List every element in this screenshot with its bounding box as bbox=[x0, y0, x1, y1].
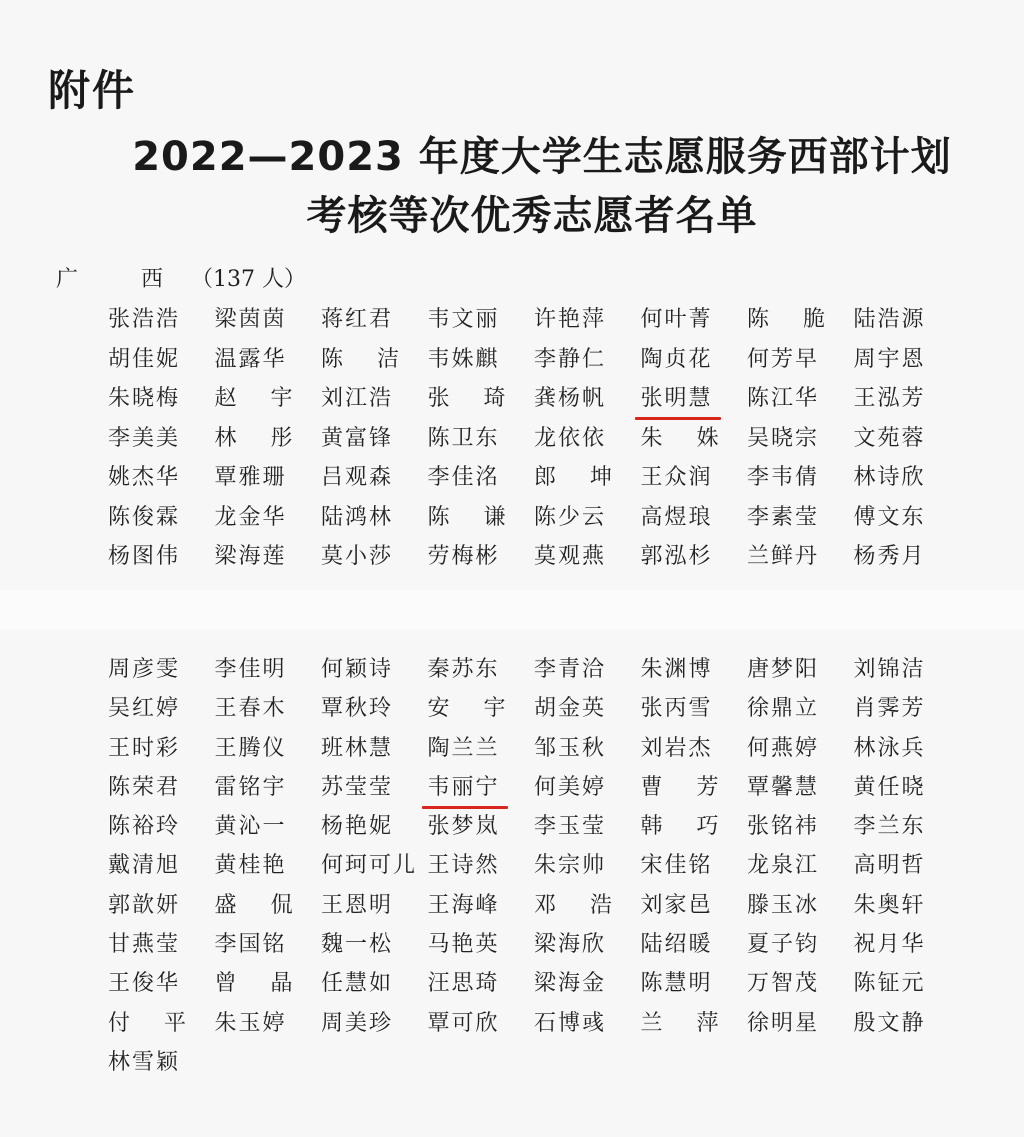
volunteer-name: 王海峰 bbox=[427, 892, 500, 918]
volunteer-name: 龚杨帆 bbox=[534, 386, 607, 411]
volunteer-name: 班林慧 bbox=[321, 735, 394, 761]
volunteer-name: 李美美 bbox=[108, 425, 181, 451]
volunteer-name: 覃雅珊 bbox=[214, 465, 287, 490]
volunteer-name: 何美婷 bbox=[534, 774, 607, 800]
volunteer-name: 盛 侃 bbox=[214, 892, 293, 918]
volunteer-name: 陈裕玲 bbox=[108, 814, 181, 840]
volunteer-name: 任慧如 bbox=[321, 971, 394, 997]
volunteer-name: 莫小莎 bbox=[321, 544, 394, 569]
volunteer-name: 王诗然 bbox=[427, 853, 500, 879]
volunteer-name: 张丙雪 bbox=[640, 696, 713, 722]
volunteer-name: 覃馨慧 bbox=[747, 774, 820, 800]
volunteer-name: 汪思琦 bbox=[427, 971, 500, 997]
volunteer-name: 梁海莲 bbox=[214, 544, 287, 569]
volunteer-name: 黄桂艳 bbox=[214, 853, 287, 879]
volunteer-name: 邓 浩 bbox=[534, 892, 612, 918]
volunteer-name: 李兰东 bbox=[853, 814, 926, 840]
province-count: （137 人） bbox=[191, 267, 306, 292]
volunteer-name: 朱玉婷 bbox=[214, 1010, 287, 1036]
document-title-line1: 2022—2023 年度大学生志愿服务西部计划 bbox=[132, 134, 952, 180]
volunteer-name: 祝月华 bbox=[853, 932, 926, 958]
volunteer-name: 李佳明 bbox=[214, 657, 287, 682]
volunteer-name: 覃秋玲 bbox=[321, 696, 394, 722]
volunteer-name: 姚杰华 bbox=[108, 465, 181, 490]
volunteer-name: 陈俊霖 bbox=[108, 504, 181, 530]
volunteer-name: 肖霁芳 bbox=[853, 696, 926, 722]
volunteer-name: 黄沁一 bbox=[214, 814, 287, 840]
volunteer-name: 徐鼎立 bbox=[747, 696, 820, 722]
volunteer-name: 张浩浩 bbox=[108, 307, 181, 332]
volunteer-name: 劳梅彬 bbox=[427, 544, 500, 569]
volunteer-name: 陶兰兰 bbox=[427, 735, 500, 761]
province-heading bbox=[56, 262, 306, 293]
volunteer-name: 陶贞花 bbox=[640, 346, 713, 372]
volunteer-name: 陆绍暖 bbox=[640, 932, 713, 958]
volunteer-name: 殷文静 bbox=[853, 1010, 926, 1036]
volunteer-name: 李国铭 bbox=[214, 932, 287, 958]
attachment-label: 附件 bbox=[48, 66, 137, 115]
volunteer-name: 雷铭宇 bbox=[214, 774, 287, 800]
volunteer-name: 曹 芳 bbox=[640, 774, 719, 800]
volunteer-name: 王俊华 bbox=[108, 971, 181, 997]
volunteer-name: 魏一松 bbox=[321, 932, 394, 958]
volunteer-name: 陈 洁 bbox=[321, 346, 399, 372]
volunteer-name: 朱宗帅 bbox=[534, 853, 607, 879]
volunteer-name: 王泓芳 bbox=[853, 386, 926, 411]
volunteer-name: 李佳洺 bbox=[427, 465, 500, 490]
volunteer-name: 林雪颖 bbox=[108, 1049, 181, 1075]
volunteer-name: 杨图伟 bbox=[108, 544, 181, 569]
volunteer-name: 龙依依 bbox=[534, 425, 607, 451]
volunteer-name: 覃可欣 bbox=[427, 1010, 500, 1036]
volunteer-name: 吴晓宗 bbox=[747, 425, 820, 451]
volunteer-name: 陆鸿林 bbox=[321, 504, 394, 530]
volunteer-name: 滕玉冰 bbox=[747, 892, 820, 918]
volunteer-name: 邹玉秋 bbox=[534, 735, 607, 761]
volunteer-name: 林泳兵 bbox=[853, 735, 926, 761]
volunteer-name: 胡佳妮 bbox=[108, 346, 181, 372]
volunteer-name: 梁茵茵 bbox=[214, 307, 287, 332]
volunteer-name: 何叶菁 bbox=[640, 307, 713, 332]
volunteer-name: 胡金英 bbox=[534, 696, 607, 722]
volunteer-name: 梁海欣 bbox=[534, 932, 607, 958]
volunteer-name: 龙金华 bbox=[214, 504, 287, 530]
volunteer-name: 林诗欣 bbox=[853, 465, 926, 490]
volunteer-name: 王腾仪 bbox=[214, 735, 287, 761]
volunteer-name: 夏子钧 bbox=[747, 932, 820, 958]
volunteer-name: 周彦雯 bbox=[108, 657, 181, 682]
volunteer-name: 徐明星 bbox=[747, 1010, 820, 1036]
volunteer-name: 高明哲 bbox=[853, 853, 926, 879]
volunteer-name: 郭泓杉 bbox=[640, 544, 713, 569]
volunteer-name: 陈江华 bbox=[747, 386, 820, 411]
volunteer-name: 马艳英 bbox=[427, 932, 500, 958]
volunteer-name: 陈 脆 bbox=[747, 307, 825, 332]
volunteer-name: 刘锦洁 bbox=[853, 657, 926, 682]
volunteer-name: 李静仁 bbox=[534, 346, 607, 372]
volunteer-name-highlighted: 张明慧 bbox=[641, 384, 748, 414]
volunteer-name: 张梦岚 bbox=[427, 814, 500, 840]
volunteer-name: 朱 姝 bbox=[640, 425, 719, 451]
volunteer-name: 甘燕莹 bbox=[108, 932, 181, 958]
volunteer-name: 赵 宇 bbox=[214, 386, 293, 411]
volunteer-name: 龙泉江 bbox=[747, 853, 820, 879]
volunteer-name: 周宇恩 bbox=[853, 346, 926, 372]
volunteer-name: 许艳萍 bbox=[534, 307, 607, 332]
volunteer-name: 黄富锋 bbox=[321, 425, 394, 451]
volunteer-name: 杨艳妮 bbox=[321, 814, 394, 840]
volunteer-name: 苏莹莹 bbox=[321, 774, 394, 800]
volunteer-name: 朱晓梅 bbox=[108, 386, 181, 411]
volunteer-name: 戴清旭 bbox=[108, 853, 181, 879]
volunteer-name: 万智茂 bbox=[747, 971, 820, 997]
volunteer-name: 杨秀月 bbox=[853, 544, 926, 569]
volunteer-name: 李素莹 bbox=[747, 504, 820, 530]
volunteer-name: 陈卫东 bbox=[427, 425, 500, 451]
volunteer-name: 梁海金 bbox=[534, 971, 607, 997]
volunteer-name: 傅文东 bbox=[853, 504, 926, 530]
volunteer-name: 陈荣君 bbox=[108, 774, 181, 800]
volunteer-name: 何燕婷 bbox=[747, 735, 820, 761]
volunteer-name: 韩 巧 bbox=[640, 814, 719, 840]
volunteer-name: 刘岩杰 bbox=[640, 735, 713, 761]
volunteer-name: 何颖诗 bbox=[321, 657, 394, 682]
volunteer-name: 陆浩源 bbox=[853, 307, 926, 332]
volunteer-name: 宋佳铭 bbox=[640, 853, 713, 879]
volunteer-name: 郎 坤 bbox=[534, 465, 612, 490]
volunteer-name: 蒋红君 bbox=[321, 307, 394, 332]
volunteer-name: 李玉莹 bbox=[534, 814, 607, 840]
volunteer-name: 陈慧明 bbox=[640, 971, 713, 997]
volunteer-name: 李青洽 bbox=[534, 657, 607, 682]
volunteer-name: 兰 萍 bbox=[640, 1010, 719, 1036]
volunteer-name: 周美珍 bbox=[321, 1010, 394, 1036]
volunteer-name: 莫观燕 bbox=[534, 544, 607, 569]
document-title-line2: 考核等次优秀志愿者名单 bbox=[306, 193, 758, 239]
volunteer-name: 吕观森 bbox=[321, 465, 394, 490]
volunteer-name: 兰鲜丹 bbox=[747, 544, 820, 569]
name-list-block-1 bbox=[108, 305, 968, 582]
volunteer-name-highlighted: 韦丽宁 bbox=[428, 773, 535, 803]
volunteer-name: 秦苏东 bbox=[427, 657, 500, 682]
volunteer-name: 张 琦 bbox=[427, 386, 506, 411]
volunteer-name: 曾 晶 bbox=[214, 971, 293, 997]
volunteer-name: 石博彧 bbox=[534, 1010, 607, 1036]
volunteer-name: 吴红婷 bbox=[108, 696, 181, 722]
volunteer-name: 朱渊博 bbox=[640, 657, 713, 682]
volunteer-name: 文苑蓉 bbox=[853, 425, 926, 451]
volunteer-name: 黄任晓 bbox=[853, 774, 926, 800]
page-gap bbox=[0, 590, 1024, 630]
volunteer-name: 王恩明 bbox=[321, 892, 394, 918]
volunteer-name: 何珂可儿 bbox=[321, 853, 418, 879]
volunteer-name: 温露华 bbox=[214, 346, 287, 372]
volunteer-name: 陈 谦 bbox=[427, 504, 506, 530]
province-name: 广 西 bbox=[56, 267, 191, 292]
volunteer-name: 何芳早 bbox=[747, 346, 820, 372]
volunteer-name: 王众润 bbox=[640, 465, 713, 490]
volunteer-name: 朱奥轩 bbox=[853, 892, 926, 918]
volunteer-name: 郭歆妍 bbox=[108, 892, 181, 918]
volunteer-name: 陈少云 bbox=[534, 504, 607, 530]
volunteer-name: 刘家邑 bbox=[640, 892, 713, 918]
volunteer-name: 李韦倩 bbox=[747, 465, 820, 490]
volunteer-name: 刘江浩 bbox=[321, 386, 394, 411]
volunteer-name: 安 宇 bbox=[427, 696, 506, 722]
volunteer-name: 林 彤 bbox=[214, 425, 293, 451]
volunteer-name: 韦姝麒 bbox=[427, 346, 500, 372]
volunteer-name: 张铭祎 bbox=[747, 814, 820, 840]
volunteer-name: 王春木 bbox=[214, 696, 287, 722]
volunteer-name: 韦文丽 bbox=[427, 307, 500, 332]
volunteer-name: 付 平 bbox=[108, 1010, 186, 1036]
name-list-block-2 bbox=[108, 655, 968, 1087]
volunteer-name: 陈钲元 bbox=[853, 971, 926, 997]
volunteer-name: 王时彩 bbox=[108, 735, 181, 761]
volunteer-name: 高煜琅 bbox=[640, 504, 713, 530]
volunteer-name: 唐梦阳 bbox=[747, 657, 820, 682]
